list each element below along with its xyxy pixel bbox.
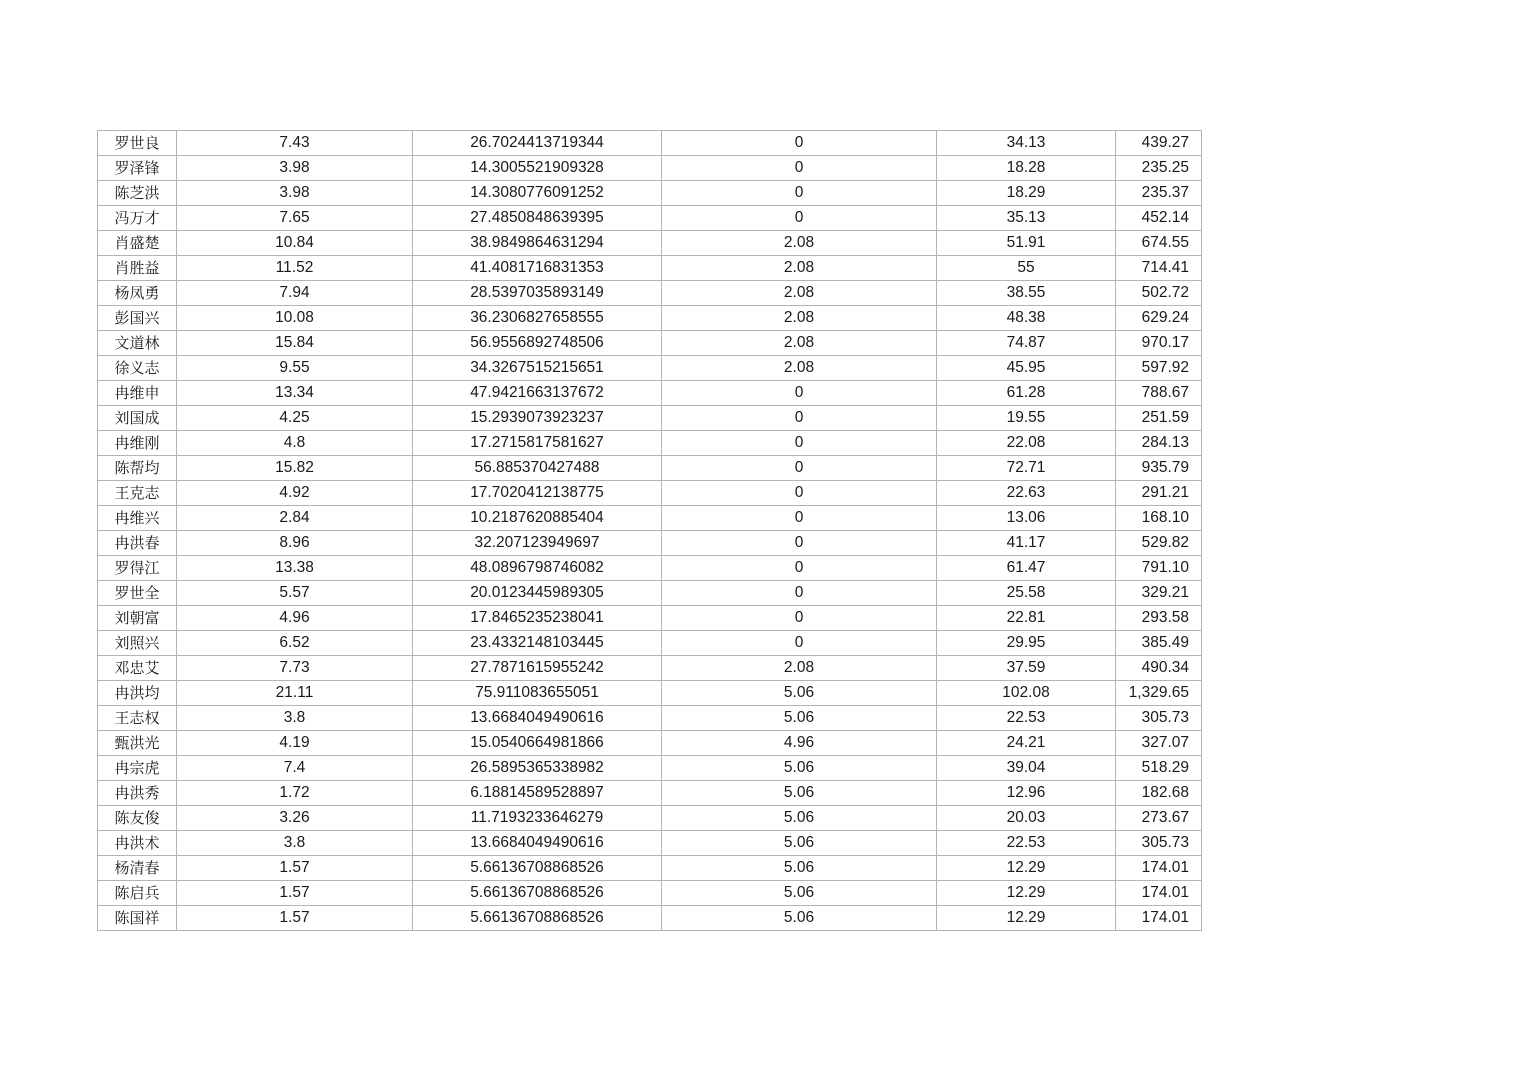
cell-value-3: 2.08 <box>662 231 937 256</box>
cell-value-4: 22.53 <box>937 706 1116 731</box>
cell-name: 冉洪秀 <box>98 781 177 806</box>
cell-total: 518.29 <box>1116 756 1202 781</box>
cell-total: 235.25 <box>1116 156 1202 181</box>
cell-value-1: 4.96 <box>177 606 413 631</box>
cell-value-4: 20.03 <box>937 806 1116 831</box>
cell-name: 冉洪术 <box>98 831 177 856</box>
cell-value-1: 7.65 <box>177 206 413 231</box>
cell-total: 327.07 <box>1116 731 1202 756</box>
cell-value-2: 5.66136708868526 <box>413 856 662 881</box>
cell-value-2: 13.6684049490616 <box>413 831 662 856</box>
cell-name: 冉维兴 <box>98 506 177 531</box>
cell-value-3: 2.08 <box>662 356 937 381</box>
cell-name: 杨清春 <box>98 856 177 881</box>
cell-name: 彭国兴 <box>98 306 177 331</box>
table-row <box>98 306 1202 331</box>
cell-value-3: 2.08 <box>662 656 937 681</box>
cell-total: 284.13 <box>1116 431 1202 456</box>
cell-name: 陈友俊 <box>98 806 177 831</box>
cell-value-1: 4.25 <box>177 406 413 431</box>
cell-value-1: 7.94 <box>177 281 413 306</box>
cell-name: 罗世全 <box>98 581 177 606</box>
cell-value-1: 7.4 <box>177 756 413 781</box>
table-row <box>98 706 1202 731</box>
cell-value-2: 32.207123949697 <box>413 531 662 556</box>
cell-total: 714.41 <box>1116 256 1202 281</box>
cell-value-1: 4.8 <box>177 431 413 456</box>
cell-value-1: 6.52 <box>177 631 413 656</box>
cell-total: 502.72 <box>1116 281 1202 306</box>
cell-name: 冉洪春 <box>98 531 177 556</box>
cell-value-3: 0 <box>662 181 937 206</box>
table-row <box>98 356 1202 381</box>
cell-value-3: 5.06 <box>662 906 937 931</box>
cell-total: 235.37 <box>1116 181 1202 206</box>
cell-value-1: 3.8 <box>177 706 413 731</box>
cell-value-2: 27.7871615955242 <box>413 656 662 681</box>
cell-value-3: 0 <box>662 131 937 156</box>
cell-total: 935.79 <box>1116 456 1202 481</box>
cell-total: 251.59 <box>1116 406 1202 431</box>
cell-value-1: 9.55 <box>177 356 413 381</box>
table-row <box>98 681 1202 706</box>
cell-value-3: 5.06 <box>662 806 937 831</box>
cell-value-2: 41.4081716831353 <box>413 256 662 281</box>
cell-value-2: 56.885370427488 <box>413 456 662 481</box>
cell-value-4: 34.13 <box>937 131 1116 156</box>
cell-value-4: 22.53 <box>937 831 1116 856</box>
cell-value-3: 5.06 <box>662 706 937 731</box>
cell-value-2: 14.3080776091252 <box>413 181 662 206</box>
cell-value-3: 0 <box>662 481 937 506</box>
cell-name: 甄洪光 <box>98 731 177 756</box>
cell-value-4: 19.55 <box>937 406 1116 431</box>
table-row <box>98 531 1202 556</box>
table-row <box>98 231 1202 256</box>
cell-value-2: 48.0896798746082 <box>413 556 662 581</box>
cell-value-4: 25.58 <box>937 581 1116 606</box>
cell-value-3: 2.08 <box>662 306 937 331</box>
cell-value-3: 0 <box>662 456 937 481</box>
cell-name: 陈国祥 <box>98 906 177 931</box>
cell-name: 刘国成 <box>98 406 177 431</box>
cell-value-2: 10.2187620885404 <box>413 506 662 531</box>
cell-total: 439.27 <box>1116 131 1202 156</box>
table-row <box>98 331 1202 356</box>
cell-value-3: 0 <box>662 531 937 556</box>
cell-value-1: 15.84 <box>177 331 413 356</box>
cell-value-4: 48.38 <box>937 306 1116 331</box>
table-row <box>98 256 1202 281</box>
cell-value-2: 56.9556892748506 <box>413 331 662 356</box>
table-row <box>98 631 1202 656</box>
cell-value-4: 39.04 <box>937 756 1116 781</box>
cell-name: 肖胜益 <box>98 256 177 281</box>
cell-value-2: 17.7020412138775 <box>413 481 662 506</box>
cell-value-1: 5.57 <box>177 581 413 606</box>
cell-total: 273.67 <box>1116 806 1202 831</box>
cell-name: 罗得江 <box>98 556 177 581</box>
cell-total: 490.34 <box>1116 656 1202 681</box>
table-row <box>98 406 1202 431</box>
cell-value-2: 15.0540664981866 <box>413 731 662 756</box>
table-row <box>98 206 1202 231</box>
cell-value-3: 5.06 <box>662 831 937 856</box>
cell-total: 597.92 <box>1116 356 1202 381</box>
cell-value-4: 12.29 <box>937 881 1116 906</box>
cell-value-4: 37.59 <box>937 656 1116 681</box>
cell-value-4: 102.08 <box>937 681 1116 706</box>
table-row <box>98 456 1202 481</box>
cell-total: 385.49 <box>1116 631 1202 656</box>
cell-value-4: 61.47 <box>937 556 1116 581</box>
cell-value-4: 22.63 <box>937 481 1116 506</box>
cell-name: 陈帮均 <box>98 456 177 481</box>
cell-value-4: 74.87 <box>937 331 1116 356</box>
cell-total: 791.10 <box>1116 556 1202 581</box>
cell-total: 168.10 <box>1116 506 1202 531</box>
cell-value-3: 0 <box>662 506 937 531</box>
cell-total: 174.01 <box>1116 856 1202 881</box>
table-row <box>98 731 1202 756</box>
cell-value-1: 15.82 <box>177 456 413 481</box>
cell-name: 冉维刚 <box>98 431 177 456</box>
table-body <box>98 131 1202 931</box>
table-row <box>98 131 1202 156</box>
table-row <box>98 781 1202 806</box>
cell-value-4: 55 <box>937 256 1116 281</box>
cell-value-1: 10.84 <box>177 231 413 256</box>
cell-value-1: 3.98 <box>177 181 413 206</box>
cell-value-4: 41.17 <box>937 531 1116 556</box>
table-row <box>98 381 1202 406</box>
cell-value-2: 26.5895365338982 <box>413 756 662 781</box>
cell-value-3: 2.08 <box>662 256 937 281</box>
cell-total: 452.14 <box>1116 206 1202 231</box>
cell-value-3: 0 <box>662 631 937 656</box>
cell-total: 291.21 <box>1116 481 1202 506</box>
cell-name: 陈芝洪 <box>98 181 177 206</box>
cell-name: 杨凤勇 <box>98 281 177 306</box>
table-row <box>98 556 1202 581</box>
cell-value-1: 1.72 <box>177 781 413 806</box>
cell-value-3: 0 <box>662 431 937 456</box>
cell-name: 罗泽锋 <box>98 156 177 181</box>
table-row <box>98 481 1202 506</box>
cell-total: 529.82 <box>1116 531 1202 556</box>
cell-total: 1,329.65 <box>1116 681 1202 706</box>
table-row <box>98 156 1202 181</box>
cell-value-2: 15.2939073923237 <box>413 406 662 431</box>
cell-value-1: 21.11 <box>177 681 413 706</box>
cell-value-1: 3.8 <box>177 831 413 856</box>
cell-value-2: 5.66136708868526 <box>413 906 662 931</box>
cell-value-1: 3.98 <box>177 156 413 181</box>
table-row <box>98 181 1202 206</box>
cell-value-2: 38.9849864631294 <box>413 231 662 256</box>
table-row <box>98 581 1202 606</box>
cell-total: 174.01 <box>1116 906 1202 931</box>
cell-value-2: 17.2715817581627 <box>413 431 662 456</box>
cell-name: 邓忠艾 <box>98 656 177 681</box>
cell-total: 305.73 <box>1116 706 1202 731</box>
table-row <box>98 856 1202 881</box>
cell-value-4: 72.71 <box>937 456 1116 481</box>
cell-value-4: 51.91 <box>937 231 1116 256</box>
cell-name: 刘照兴 <box>98 631 177 656</box>
cell-value-4: 13.06 <box>937 506 1116 531</box>
cell-value-1: 1.57 <box>177 906 413 931</box>
cell-value-4: 35.13 <box>937 206 1116 231</box>
cell-value-1: 10.08 <box>177 306 413 331</box>
cell-value-3: 2.08 <box>662 331 937 356</box>
cell-value-2: 17.8465235238041 <box>413 606 662 631</box>
table-row <box>98 656 1202 681</box>
table-row <box>98 606 1202 631</box>
cell-value-2: 26.7024413719344 <box>413 131 662 156</box>
cell-value-1: 13.38 <box>177 556 413 581</box>
cell-value-4: 22.08 <box>937 431 1116 456</box>
cell-value-2: 34.3267515215651 <box>413 356 662 381</box>
cell-value-1: 8.96 <box>177 531 413 556</box>
cell-value-4: 12.96 <box>937 781 1116 806</box>
cell-value-2: 75.911083655051 <box>413 681 662 706</box>
table-row <box>98 506 1202 531</box>
cell-value-3: 0 <box>662 381 937 406</box>
cell-total: 970.17 <box>1116 331 1202 356</box>
cell-value-1: 1.57 <box>177 856 413 881</box>
table-row <box>98 831 1202 856</box>
cell-value-4: 45.95 <box>937 356 1116 381</box>
cell-value-2: 28.5397035893149 <box>413 281 662 306</box>
cell-value-1: 4.19 <box>177 731 413 756</box>
cell-name: 陈启兵 <box>98 881 177 906</box>
cell-value-3: 4.96 <box>662 731 937 756</box>
cell-value-2: 13.6684049490616 <box>413 706 662 731</box>
cell-total: 174.01 <box>1116 881 1202 906</box>
cell-total: 629.24 <box>1116 306 1202 331</box>
cell-value-3: 5.06 <box>662 681 937 706</box>
cell-value-2: 14.3005521909328 <box>413 156 662 181</box>
cell-value-3: 2.08 <box>662 281 937 306</box>
cell-name: 王志权 <box>98 706 177 731</box>
cell-value-4: 18.29 <box>937 181 1116 206</box>
cell-value-4: 24.21 <box>937 731 1116 756</box>
table-row <box>98 906 1202 931</box>
cell-value-1: 2.84 <box>177 506 413 531</box>
cell-value-2: 11.7193233646279 <box>413 806 662 831</box>
cell-value-3: 0 <box>662 406 937 431</box>
cell-value-4: 61.28 <box>937 381 1116 406</box>
cell-value-4: 12.29 <box>937 906 1116 931</box>
cell-value-2: 27.4850848639395 <box>413 206 662 231</box>
cell-value-3: 0 <box>662 581 937 606</box>
cell-value-4: 29.95 <box>937 631 1116 656</box>
cell-value-4: 38.55 <box>937 281 1116 306</box>
cell-value-1: 13.34 <box>177 381 413 406</box>
cell-value-3: 5.06 <box>662 756 937 781</box>
cell-name: 冯万才 <box>98 206 177 231</box>
cell-name: 冉维申 <box>98 381 177 406</box>
cell-value-3: 5.06 <box>662 856 937 881</box>
cell-value-1: 4.92 <box>177 481 413 506</box>
cell-total: 788.67 <box>1116 381 1202 406</box>
cell-total: 674.55 <box>1116 231 1202 256</box>
cell-value-3: 0 <box>662 606 937 631</box>
cell-name: 文道林 <box>98 331 177 356</box>
cell-value-2: 47.9421663137672 <box>413 381 662 406</box>
cell-value-2: 20.0123445989305 <box>413 581 662 606</box>
cell-value-3: 5.06 <box>662 781 937 806</box>
cell-total: 305.73 <box>1116 831 1202 856</box>
cell-total: 182.68 <box>1116 781 1202 806</box>
cell-value-1: 3.26 <box>177 806 413 831</box>
cell-value-4: 12.29 <box>937 856 1116 881</box>
cell-name: 罗世良 <box>98 131 177 156</box>
table-row <box>98 806 1202 831</box>
table-row <box>98 881 1202 906</box>
cell-value-1: 1.57 <box>177 881 413 906</box>
cell-name: 肖盛楚 <box>98 231 177 256</box>
cell-value-2: 23.4332148103445 <box>413 631 662 656</box>
table-row <box>98 431 1202 456</box>
cell-value-2: 36.2306827658555 <box>413 306 662 331</box>
cell-value-1: 11.52 <box>177 256 413 281</box>
cell-value-3: 0 <box>662 556 937 581</box>
cell-value-2: 5.66136708868526 <box>413 881 662 906</box>
cell-value-1: 7.43 <box>177 131 413 156</box>
data-table <box>97 130 1202 931</box>
cell-name: 徐义志 <box>98 356 177 381</box>
cell-value-1: 7.73 <box>177 656 413 681</box>
cell-value-3: 0 <box>662 156 937 181</box>
cell-total: 329.21 <box>1116 581 1202 606</box>
cell-name: 冉洪均 <box>98 681 177 706</box>
cell-total: 293.58 <box>1116 606 1202 631</box>
cell-value-3: 5.06 <box>662 881 937 906</box>
cell-value-4: 22.81 <box>937 606 1116 631</box>
cell-name: 王克志 <box>98 481 177 506</box>
table-row <box>98 756 1202 781</box>
cell-value-3: 0 <box>662 206 937 231</box>
cell-name: 刘朝富 <box>98 606 177 631</box>
cell-value-4: 18.28 <box>937 156 1116 181</box>
cell-value-2: 6.18814589528897 <box>413 781 662 806</box>
table-row <box>98 281 1202 306</box>
cell-name: 冉宗虎 <box>98 756 177 781</box>
